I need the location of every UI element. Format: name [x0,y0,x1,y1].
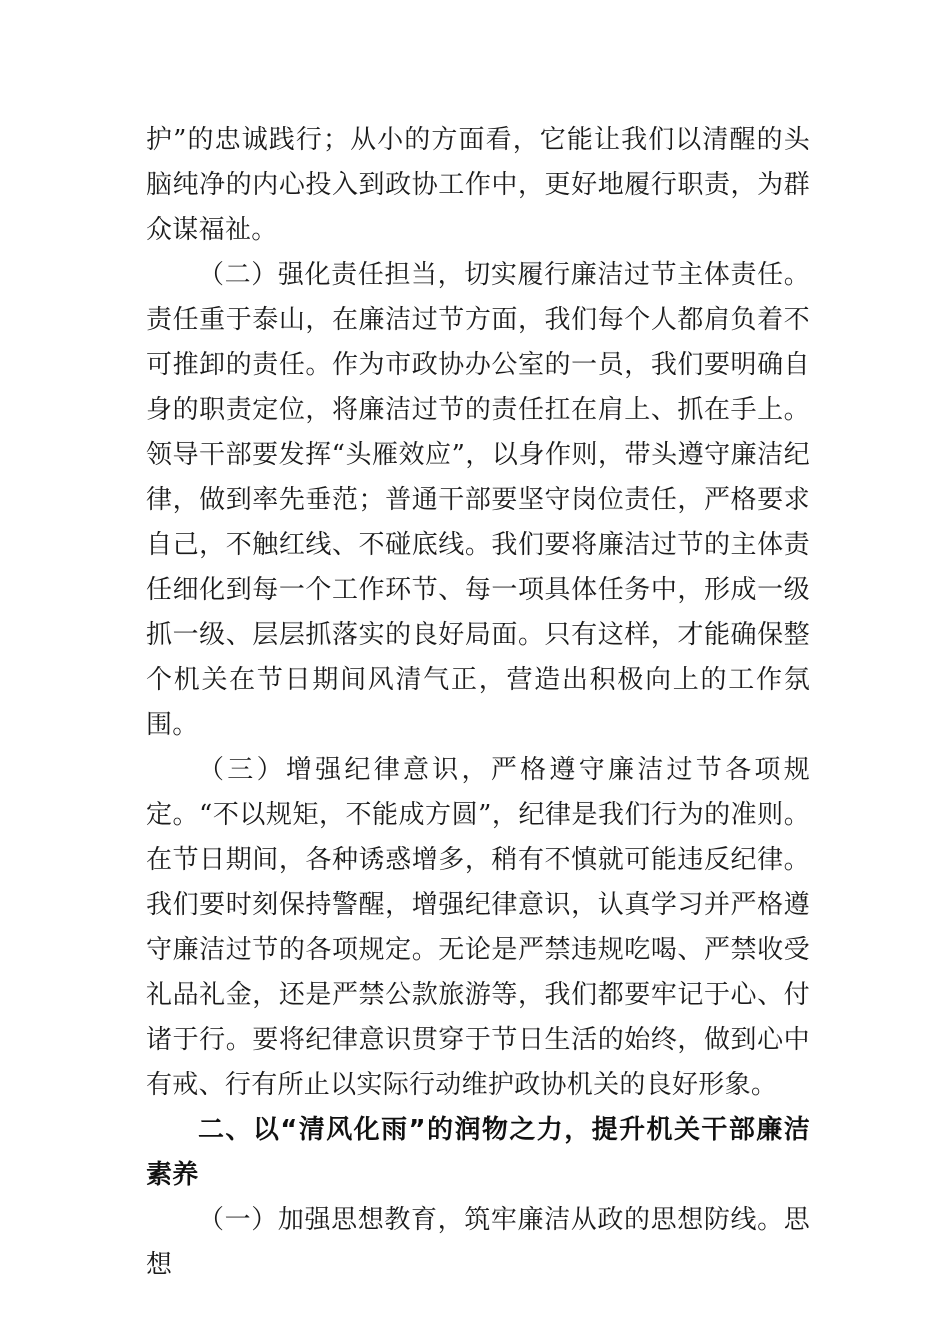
paragraph-continuation: 护”的忠诚践行；从小的方面看，它能让我们以清醒的头脑纯净的内心投入到政协工作中，更好地履行职责，为群众谋福祉。 [146,125,810,245]
paragraph-responsibility: （二）强化责任担当，切实履行廉洁过节主体责任。责任重于泰山，在廉洁过节方面，我们每个人都肩负着不可推卸的责任。作为市政协办公室的一员，我们要明确自身的职责定位，将廉洁过节的责任扛在肩上、抓在手上。领导干部要发挥“头雁效应”，以身作则，带头遵守廉洁纪律，做到率先垂范；普通干部要坚守岗位责任，严格要求自己，不触红线、不碰底线。我们要将廉洁过节的主体责任细化到每一个工作环节、每一项具体任务中，形成一级抓一级、层层抓落实的良好局面。只有这样，才能确保整个机关在节日期间风清气正，营造出积极向上的工作氛围。 [146,260,810,740]
paragraph-discipline: （三）增强纪律意识，严格遵守廉洁过节各项规定。“不以规矩，不能成方圆”，纪律是我们行为的准则。在节日期间，各种诱惑增多，稍有不慎就可能违反纪律。我们要时刻保持警醒，增强纪律意识，认真学习并严格遵守廉洁过节的各项规定。无论是严禁违规吃喝、严禁收受礼品礼金，还是严禁公款旅游等，我们都要牢记于心、付诸于行。要将纪律意识贯穿于节日生活的始终，做到心中有戒、行有所止以实际行动维护政协机关的良好形象。 [146,755,810,1100]
paragraph-ideological-education: （一）加强思想教育，筑牢廉洁从政的思想防线。思想 [146,1205,810,1280]
section-heading-two: 二、以“清风化雨”的润物之力，提升机关干部廉洁素养 [146,1115,810,1190]
document-body [146,118,810,1288]
